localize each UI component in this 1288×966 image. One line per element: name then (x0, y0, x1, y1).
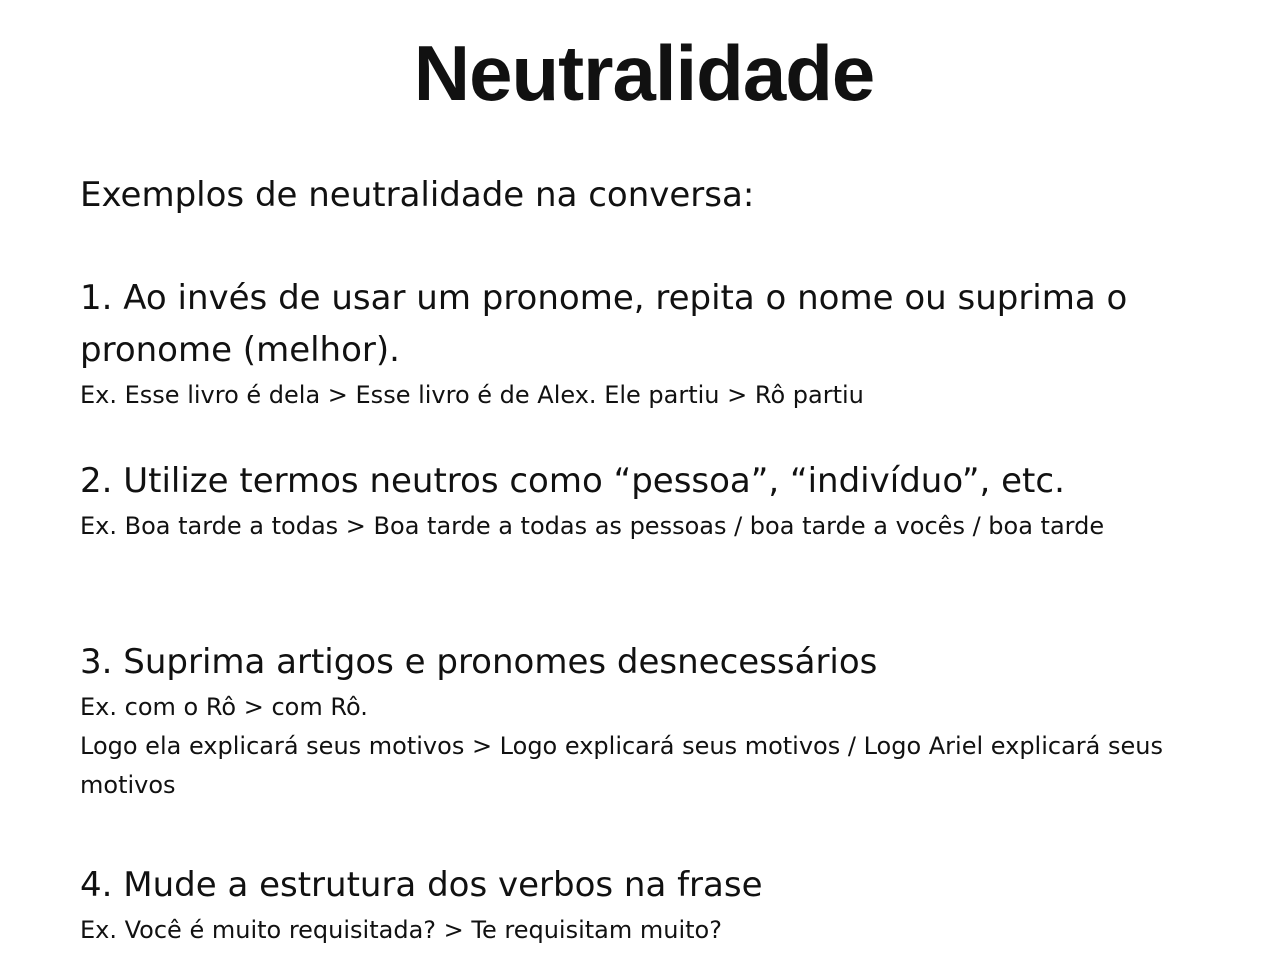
tip-heading: 1. Ao invés de usar um pronome, repita o nome ou suprima o pronome (melhor). (80, 278, 1128, 370)
intro-text: Exemplos de neutralidade na conversa: (80, 175, 755, 215)
tip-example: Logo ela explicará seus motivos > Logo explicará seus motivos / Logo Ariel explicará seus motivos (80, 732, 1163, 799)
tip-example: Ex. com o Rô > com Rô. (80, 693, 368, 721)
tip-item (80, 636, 1220, 805)
tip-heading: 3. Suprima artigos e pronomes desnecessários (80, 642, 878, 682)
tip-example: Ex. Você é muito requisitada? > Te requisitam muito? (80, 916, 722, 944)
tip-heading: 2. Utilize termos neutros como “pessoa”, “indivíduo”, etc. (80, 461, 1065, 501)
tip-item (80, 859, 1220, 950)
tip-heading: 4. Mude a estrutura dos verbos na frase (80, 865, 763, 905)
tip-item (80, 455, 1220, 546)
tip-example: Ex. Esse livro é dela > Esse livro é de Alex. Ele partiu > Rô partiu (80, 381, 864, 409)
tip-example: Ex. Boa tarde a todas > Boa tarde a todas as pessoas / boa tarde a vocês / boa tarde (80, 512, 1105, 540)
tip-item (80, 272, 1220, 415)
page-title: Neutralidade (413, 29, 875, 117)
